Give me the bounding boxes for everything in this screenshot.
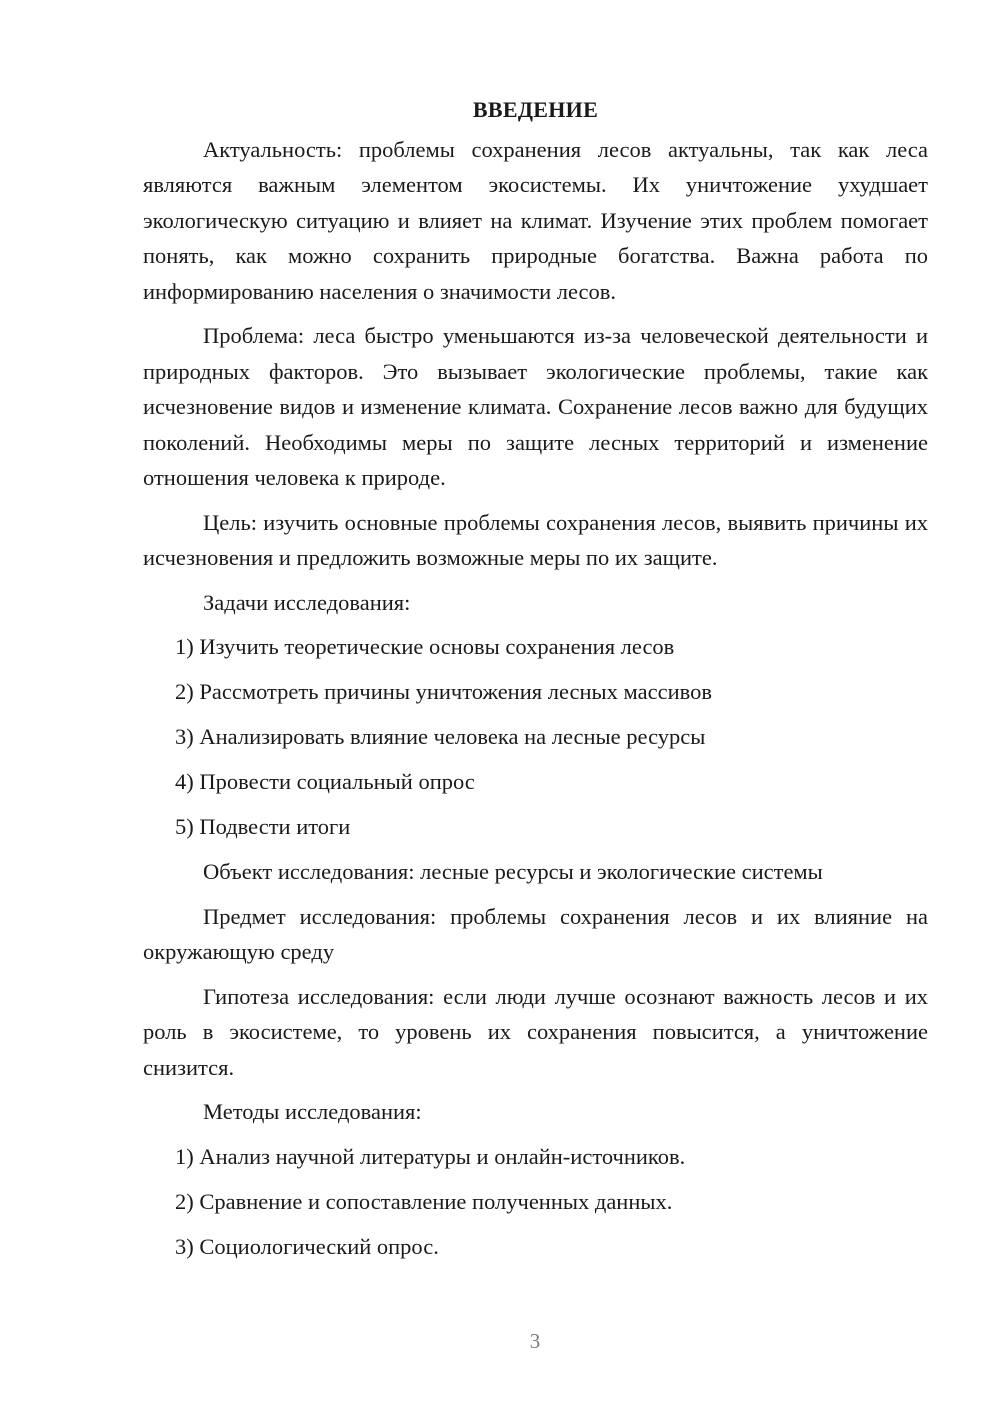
subject-paragraph: Предмет исследования: проблемы сохранения лесов и их влияние на окружающую среду bbox=[143, 903, 928, 964]
problem-paragraph: Проблема: леса быстро уменьшаются из-за человеческой деятельности и природных факторов. Это вызывает экологические проблемы, такие как исчезновение видов и изменение климата. Сохранение лесов важно для будущих поколений. Необходимы меры по защите лесных территорий и изменение отношения человека к природе. bbox=[143, 323, 928, 490]
hypothesis-paragraph: Гипотеза исследования: если люди лучше осознают важность лесов и их роль в экосистеме, то уровень их сохранения повысится, а уничтожение снизится. bbox=[143, 983, 928, 1080]
page-number: 3 bbox=[529, 1329, 541, 1353]
tasks-heading: Задачи исследования: bbox=[203, 589, 411, 615]
document-page bbox=[143, 92, 928, 1274]
list-item: 4) Провести социальный опрос bbox=[175, 769, 475, 794]
list-item: 3) Анализировать влияние человека на лесные ресурсы bbox=[175, 724, 706, 749]
list-item: 2) Рассмотреть причины уничтожения лесных массивов bbox=[175, 679, 712, 704]
methods-list bbox=[143, 1139, 928, 1265]
list-item: 5) Подвести итоги bbox=[175, 814, 351, 839]
list-item: 1) Анализ научной литературы и онлайн-источников. bbox=[175, 1143, 686, 1169]
methods-heading: Методы исследования: bbox=[203, 1099, 422, 1124]
goal-paragraph: Цель: изучить основные проблемы сохранения лесов, выявить причины их исчезновения и предложить возможные меры по их защите. bbox=[143, 509, 928, 570]
section-title: ВВЕДЕНИЕ bbox=[472, 97, 599, 122]
relevance-paragraph: Актуальность: проблемы сохранения лесов актуальны, так как леса являются важным элементом экосистемы. Их уничтожение ухудшает экологическую ситуацию и влияет на климат. Изучение этих проблем помогает понять, как можно сохранить природные богатства. Важна работа по информированию населения о значимости лесов. bbox=[143, 136, 928, 304]
tasks-list bbox=[143, 629, 928, 845]
list-item: 3) Социологический опрос. bbox=[175, 1233, 439, 1259]
list-item: 1) Изучить теоретические основы сохранения лесов bbox=[175, 634, 675, 659]
list-item: 2) Сравнение и сопоставление полученных данных. bbox=[175, 1188, 673, 1214]
object-line: Объект исследования: лесные ресурсы и экологические системы bbox=[203, 859, 823, 884]
